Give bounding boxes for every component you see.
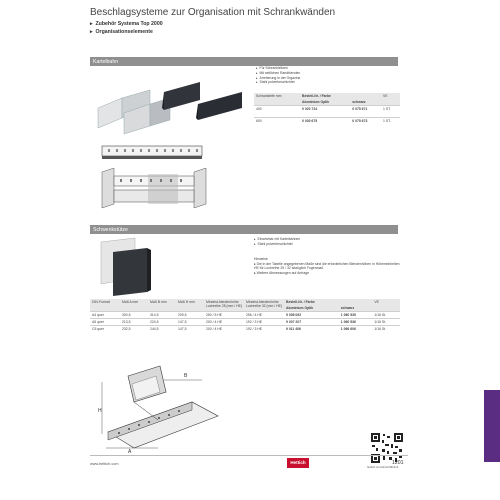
col-header: Maß A mm — [122, 300, 139, 304]
subtitle-organisation: ▸ Organisationselemente — [90, 29, 153, 35]
table-row — [90, 319, 400, 326]
table-cell: 213,5 — [120, 319, 148, 326]
table-cell: 0 030 675 — [300, 118, 350, 125]
table-cell: 224,5 — [148, 319, 176, 326]
hint-item — [254, 271, 404, 276]
table-cell: 200 / 4 HE — [204, 319, 244, 326]
hint-text: Die in der Tabelle angegebenen Maße sind die erforderlichen Blendenhöhen in Höheneinheiten HE für Lochreihe 25 / 32 abzüglich Fugenmaß — [254, 261, 400, 271]
hint-title: Hinweise — [254, 257, 268, 261]
table-cell: 256 / 4 HE — [244, 312, 284, 319]
drawing-rail-top — [100, 140, 205, 162]
product-image-kartelbahn — [92, 68, 250, 136]
table-cell: 9 008 062 — [284, 312, 339, 319]
col-subheader: schwarz — [340, 306, 355, 310]
table-cell: 0 075 673 — [350, 118, 381, 125]
dimension-label-h: H — [98, 408, 102, 414]
col-subheader: Aluminium Optik — [302, 100, 330, 104]
table-cell: 192 / 3 HE — [244, 326, 284, 333]
table-cell: 209,5 — [176, 312, 204, 319]
bullet: ▸ Arretierung in der Orgazine — [256, 76, 300, 81]
col-header: DIN-Format — [92, 300, 110, 304]
bullet: ▸ Stahl pulverbeschichtet — [256, 80, 300, 85]
page-number: 1201 — [392, 460, 404, 466]
col-header: VE — [374, 300, 379, 304]
col-subheader: Aluminium Optik — [286, 306, 314, 310]
table-cell: 1/16 St. — [372, 312, 400, 319]
table-cell: 1 066 606 — [339, 326, 373, 333]
col-header: Mindest-blendenhöhe Lochreihe 25 (mm / HE) — [206, 300, 242, 308]
table-cell: 1 060 535 — [339, 312, 373, 319]
bullet: ▸ Für Schrankleitzen — [256, 66, 300, 71]
table-cell: 600 — [254, 118, 300, 125]
hettich-logo: Hettich — [287, 458, 309, 468]
table-cell: 314,5 — [148, 312, 176, 319]
table-cell: 0 075 671 — [350, 106, 381, 118]
table-row — [90, 312, 400, 319]
col-header: VE — [383, 94, 388, 98]
table-cell: 147,5 — [176, 326, 204, 333]
hint-block — [254, 257, 404, 275]
technical-drawing-schwenkstuetze — [98, 362, 228, 454]
table-cell: 147,5 — [176, 319, 204, 326]
table-cell: 192 / 3 HE — [244, 319, 284, 326]
subtitle-systema: ▸ Zubehör Systema Top 2000 — [90, 21, 163, 27]
table-cell: 244,5 — [148, 326, 176, 333]
table-cell: 1 ST. — [381, 118, 400, 125]
table-kartelbahn — [254, 93, 400, 124]
col-header: Schrankteife mm — [256, 94, 282, 98]
table-cell: 400 — [254, 106, 300, 118]
product-image-schwenkstuetze — [95, 236, 165, 296]
bullets-schwenkstuetze — [254, 237, 300, 247]
table-cell: 1 ST. — [381, 106, 400, 118]
table-cell: 1 060 536 — [339, 319, 373, 326]
table-cell: A5 quer — [90, 319, 120, 326]
table-cell: 200 / 4 HE — [204, 326, 244, 333]
col-header: Maß H mm — [178, 300, 195, 304]
qr-caption: hettich.com/short/0914c3 — [367, 465, 399, 469]
bullet: ▸ Einsetzbar mit Karteibahnen — [254, 237, 300, 242]
dimension-label-a: A — [128, 449, 132, 454]
table-cell: 232,5 — [120, 326, 148, 333]
bullet: ▸ Mit seitlichen Randblenden — [256, 71, 300, 76]
table-schwenkstuetze — [90, 299, 400, 332]
col-header: Bestell-Nr. / Farbe — [302, 94, 331, 98]
bullet: ▸ Stahl pulverbeschichtet — [254, 242, 300, 247]
table-cell: 300,5 — [120, 312, 148, 319]
col-header: Maß B mm — [150, 300, 167, 304]
footer-url[interactable]: www.hettich.com — [90, 462, 119, 466]
table-cell: 9 011 406 — [284, 326, 339, 333]
table-cell: 250 / 5 HE — [204, 312, 244, 319]
drawing-rail-installed — [100, 168, 208, 210]
col-subheader: schwarz — [352, 100, 366, 104]
table-cell: 1/16 St. — [372, 326, 400, 333]
table-cell: C5 quer — [90, 326, 120, 333]
bullet-arrow: ▸ — [254, 270, 257, 275]
hint-text: Weitere Abmessungen auf Anfrage — [256, 270, 309, 275]
footer-divider — [90, 455, 408, 456]
table-cell: A4 quer — [90, 312, 120, 319]
section-header-kartelbahn: Kartelbahn — [90, 57, 398, 66]
dimension-label-b: B — [184, 373, 188, 379]
bullet-arrow: ▸ — [254, 261, 257, 266]
table-cell: 0 020 724 — [300, 106, 350, 118]
table-cell: 1/16 St. — [372, 319, 400, 326]
col-header: Mindest-blendenhöhe Lochreihe 32 (mm / HE) — [246, 300, 282, 308]
hint-item — [254, 262, 404, 271]
table-cell: 9 007 207 — [284, 319, 339, 326]
table-row — [90, 326, 400, 333]
bullets-kartelbahn — [256, 66, 300, 85]
section-header-schwenkstuetze: Schwenkstütze — [90, 225, 398, 234]
page-title: Beschlagsysteme zur Organisation mit Schrankwänden — [90, 7, 336, 18]
col-header: Bestell-Nr. / Farbe — [286, 300, 315, 304]
chapter-tab — [484, 390, 500, 462]
